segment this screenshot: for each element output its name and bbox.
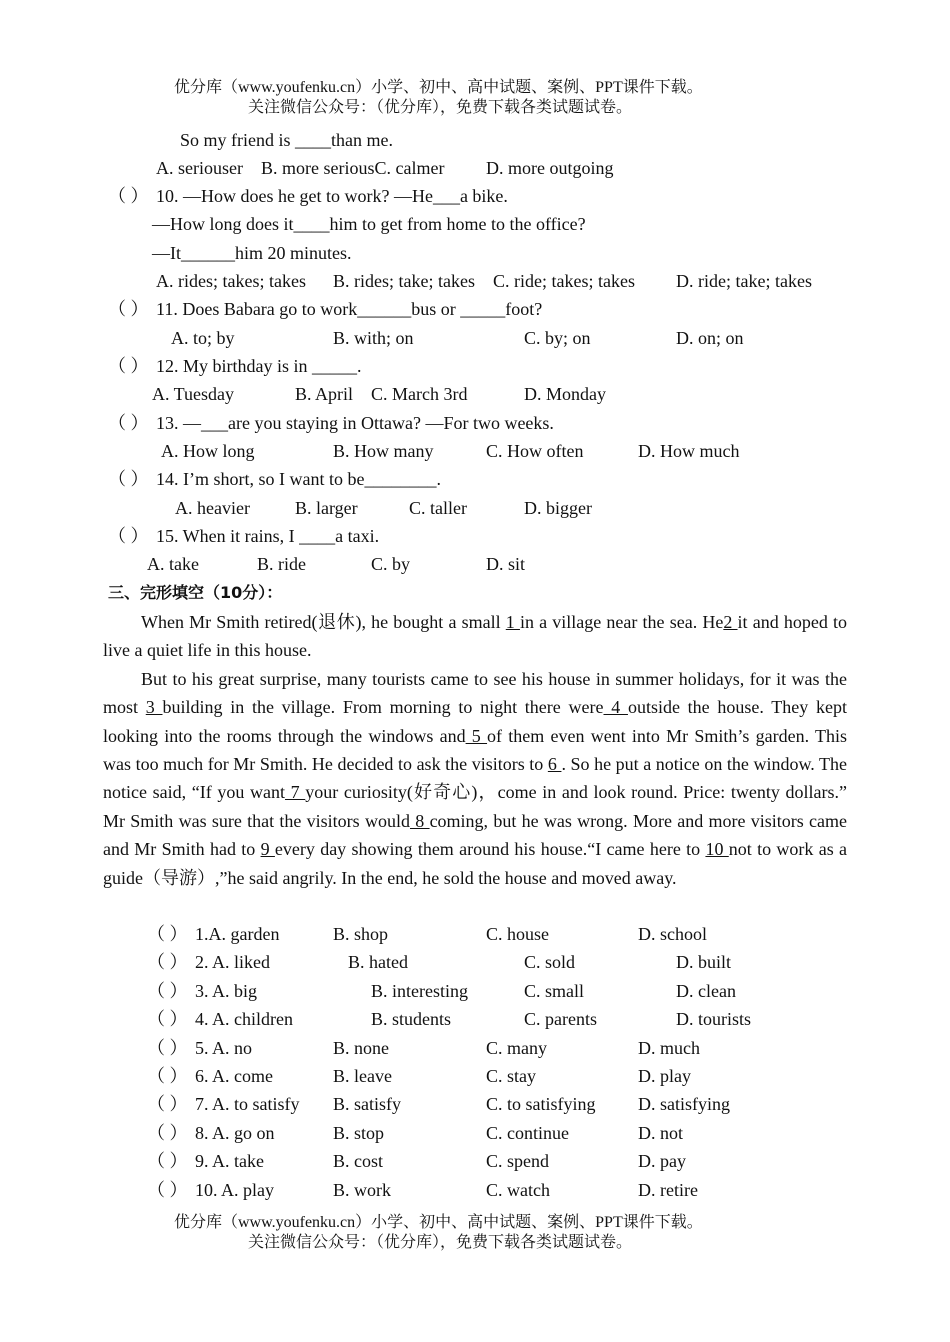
q10-option-c: C. ride; takes; takes — [493, 271, 635, 291]
q11-option-b: B. with; on — [333, 328, 414, 348]
cloze-option-d: D. clean — [676, 981, 736, 1001]
cloze-option-c: C. house — [486, 924, 549, 944]
q15-option-b: B. ride — [257, 554, 306, 574]
cloze-option-d: D. pay — [638, 1151, 686, 1171]
blank-3[interactable]: 3 — [145, 697, 163, 718]
footer-line-1: 优分库（www.youfenku.cn）小学、初中、高中试题、案例、PPT课件下载。 — [174, 1214, 703, 1231]
q14-stem: 14. I’m short, so I want to be________. — [156, 469, 441, 489]
cloze-answer-paren[interactable]: （ ） — [147, 1009, 188, 1029]
cloze-option-d: D. built — [676, 952, 732, 972]
cloze-option-a: 6. A. come — [195, 1066, 273, 1086]
q11-option-c: C. by; on — [524, 328, 591, 348]
q14-option-d: D. bigger — [524, 498, 592, 518]
q12-option-b: B. April — [295, 384, 354, 404]
q12-option-c: C. March 3rd — [371, 384, 468, 404]
cloze-option-d: D. retire — [638, 1180, 698, 1200]
q12-stem: 12. My birthday is in _____. — [156, 356, 362, 376]
cloze-option-d: D. satisfying — [638, 1094, 730, 1114]
cloze-option-b: B. work — [333, 1180, 391, 1200]
cloze-option-b: B. hated — [348, 952, 408, 972]
q15-option-a: A. take — [147, 554, 199, 574]
cloze-option-c: C. continue — [486, 1123, 569, 1143]
q10-option-b: B. rides; take; takes — [333, 271, 475, 291]
q13-answer-paren[interactable]: （ ） — [108, 413, 149, 433]
cloze-answer-paren[interactable]: （ ） — [147, 1151, 188, 1171]
q11-option-a: A. to; by — [171, 328, 235, 348]
header-line-2: 关注微信公众号：（优分库），免费下载各类试题试卷。 — [248, 99, 633, 116]
q11-option-d: D. on; on — [676, 328, 744, 348]
q11-answer-paren[interactable]: （ ） — [108, 299, 149, 319]
cloze-option-b: B. shop — [333, 924, 389, 944]
passage-paragraph-2: But to his great surprise, many tourists came to see his house in summer holidays, for it was the most 3 building in the village. From morning to night there were 4 outside the house. They kept looking into the rooms through the windows and 5 of them even went into Mr Smith’s garden. This was too much for Mr Smith. He decided to ask the visitors to 6 . So he put a notice on the window. The notice said, “If you want 7 your curiosity(好奇心)，come in and look round. Price: twenty dollars.” Mr Smith was sure that the visitors would 8 coming, but he was wrong. More and more visitors came and Mr Smith had to 9 every day showing them around his house.“I came here to 10 not to work as a guide（导游）,”he said angrily. In the end, he sold the house and moved away. — [103, 668, 848, 888]
cloze-option-c: C. stay — [486, 1066, 537, 1086]
q14-option-c: C. taller — [409, 498, 467, 518]
blank-9[interactable]: 9 — [260, 839, 275, 860]
cloze-option-d: D. play — [638, 1066, 691, 1086]
cloze-option-d: D. school — [638, 924, 707, 944]
q12-answer-paren[interactable]: （ ） — [108, 356, 149, 376]
q9-option-d: D. more outgoing — [486, 158, 614, 178]
q10-line3: —It______him 20 minutes. — [152, 243, 352, 263]
q13-stem: 13. —___are you staying in Ottawa? —For two weeks. — [156, 413, 554, 433]
blank-7[interactable]: 7 — [284, 782, 306, 803]
cloze-option-a: 7. A. to satisfy — [195, 1094, 300, 1114]
q9-stem: So my friend is ____than me. — [180, 130, 393, 150]
q10-answer-paren[interactable]: （ ） — [108, 186, 149, 206]
cloze-answer-paren[interactable]: （ ） — [147, 981, 188, 1001]
q12-option-d: D. Monday — [524, 384, 606, 404]
cloze-option-a: 9. A. take — [195, 1151, 264, 1171]
q15-answer-paren[interactable]: （ ） — [108, 526, 149, 546]
q13-option-b: B. How many — [333, 441, 434, 461]
q14-option-b: B. larger — [295, 498, 358, 518]
q14-answer-paren[interactable]: （ ） — [108, 469, 149, 489]
cloze-answer-paren[interactable]: （ ） — [147, 952, 188, 972]
blank-4[interactable]: 4 — [603, 697, 628, 718]
cloze-option-c: C. small — [524, 981, 585, 1001]
cloze-answer-paren[interactable]: （ ） — [147, 1123, 188, 1143]
cloze-option-c: C. watch — [486, 1180, 550, 1200]
q10-stem: 10. —How does he get to work? —He___a bike. — [156, 186, 508, 206]
q11-stem: 11. Does Babara go to work______bus or _____foot? — [156, 299, 543, 319]
q15-option-d: D. sit — [486, 554, 526, 574]
cloze-answer-paren[interactable]: （ ） — [147, 1066, 188, 1086]
q12-option-a: A. Tuesday — [152, 384, 235, 404]
blank-1[interactable]: 1 — [505, 612, 520, 632]
blank-6[interactable]: 6 — [547, 754, 562, 775]
cloze-option-a: 10. A. play — [195, 1180, 274, 1200]
cloze-passage — [103, 608, 847, 892]
cloze-option-a: 5. A. no — [195, 1038, 253, 1058]
q9-option-bc: B. more seriousC. calmer — [261, 158, 445, 178]
q15-option-c: C. by — [371, 554, 411, 574]
cloze-option-d: D. much — [638, 1038, 700, 1058]
cloze-option-c: C. parents — [524, 1009, 597, 1029]
q10-option-d: D. ride; take; takes — [676, 271, 812, 291]
q9-option-a: A. seriouser — [156, 158, 243, 178]
blank-2[interactable]: 2 — [723, 612, 738, 632]
cloze-option-b: B. students — [371, 1009, 452, 1029]
q14-option-a: A. heavier — [175, 498, 250, 518]
q13-option-d: D. How much — [638, 441, 740, 461]
cloze-option-a: 8. A. go on — [195, 1123, 275, 1143]
cloze-answer-paren[interactable]: （ ） — [147, 1180, 188, 1200]
cloze-option-a: 2. A. liked — [195, 952, 270, 972]
cloze-option-d: D. tourists — [676, 1009, 752, 1029]
blank-8[interactable]: 8 — [409, 810, 430, 831]
cloze-option-b: B. cost — [333, 1151, 384, 1171]
cloze-option-b: B. satisfy — [333, 1094, 402, 1114]
passage-paragraph-1: When Mr Smith retired(退休), he bought a small 1 in a village near the sea. He2 it and hoped to live a quiet life in this house. — [103, 612, 848, 661]
cloze-option-c: C. spend — [486, 1151, 549, 1171]
header-line-1: 优分库（www.youfenku.cn）小学、初中、高中试题、案例、PPT课件下载。 — [174, 79, 703, 96]
cloze-option-b: B. none — [333, 1038, 389, 1058]
cloze-answer-paren[interactable]: （ ） — [147, 924, 188, 944]
cloze-answer-paren[interactable]: （ ） — [147, 1038, 188, 1058]
blank-10[interactable]: 10 — [705, 839, 729, 860]
section-3-title: 三、完形填空（10分）： — [108, 583, 283, 602]
cloze-option-b: B. leave — [333, 1066, 392, 1086]
blank-5[interactable]: 5 — [465, 725, 488, 746]
cloze-option-a: 4. A. children — [195, 1009, 293, 1029]
q10-option-a: A. rides; takes; takes — [156, 271, 306, 291]
cloze-option-b: B. interesting — [371, 981, 468, 1001]
q13-option-a: A. How long — [161, 441, 255, 461]
cloze-option-b: B. stop — [333, 1123, 385, 1143]
footer-line-2: 关注微信公众号：（优分库），免费下载各类试题试卷。 — [248, 1234, 633, 1251]
cloze-option-c: C. many — [486, 1038, 547, 1058]
cloze-option-d: D. not — [638, 1123, 683, 1143]
cloze-option-a: 1.A. garden — [195, 924, 280, 944]
q13-option-c: C. How often — [486, 441, 584, 461]
q10-line2: —How long does it____him to get from home to the office? — [152, 214, 586, 234]
cloze-option-c: C. sold — [524, 952, 576, 972]
cloze-option-a: 3. A. big — [195, 981, 258, 1001]
q15-stem: 15. When it rains, I ____a taxi. — [156, 526, 380, 546]
cloze-answer-paren[interactable]: （ ） — [147, 1094, 188, 1114]
cloze-option-c: C. to satisfying — [486, 1094, 596, 1114]
